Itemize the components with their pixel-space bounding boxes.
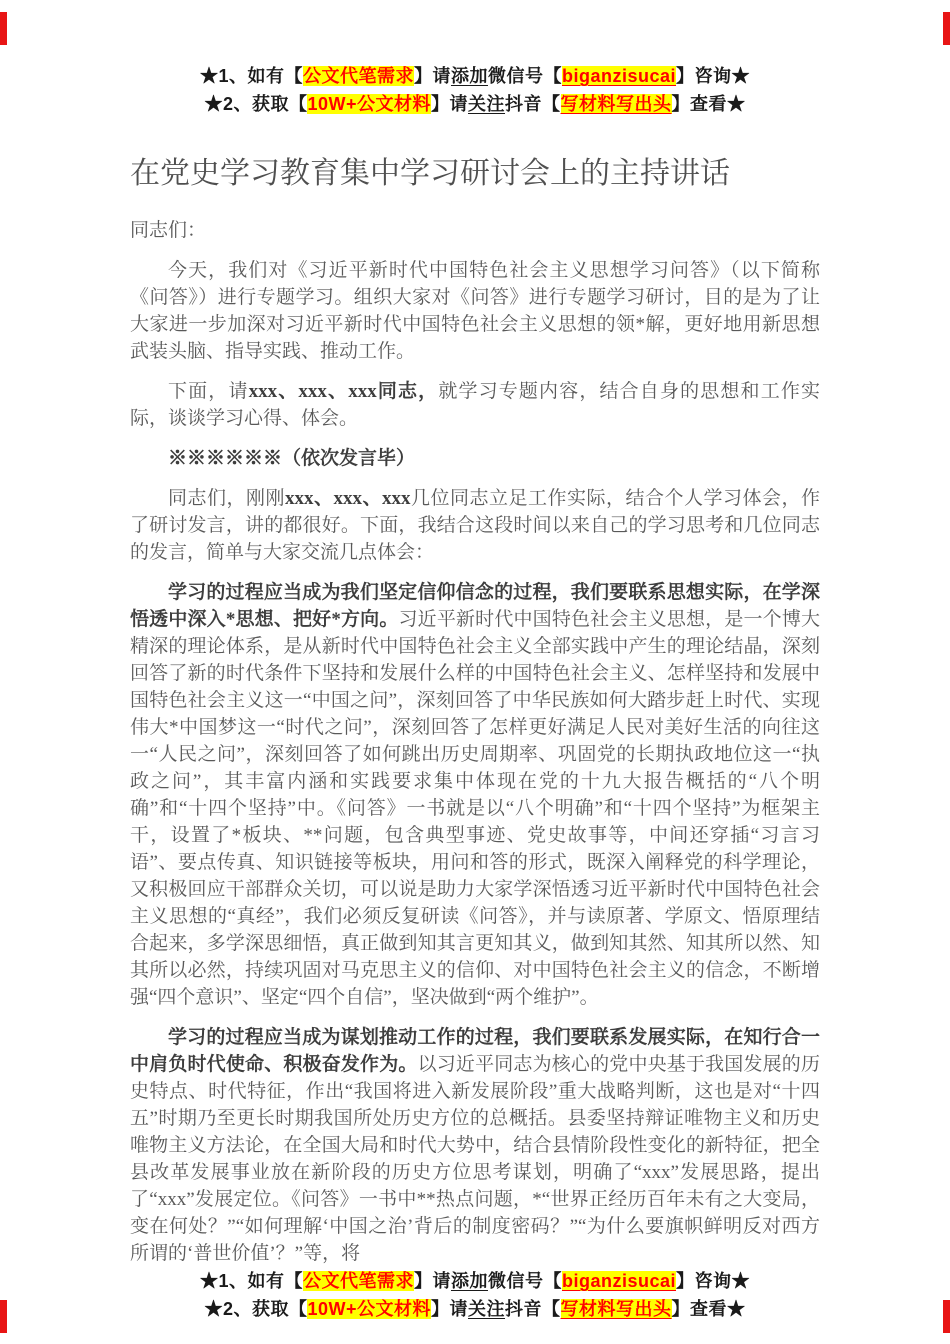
promo-emphasis: biganzisucai [561, 1271, 677, 1291]
paragraph-text: 同志们，刚刚 [168, 488, 285, 509]
promo-text: ★1、如有【 [199, 66, 303, 86]
promo-emphasis: 添加 [450, 66, 488, 86]
paragraph [130, 579, 820, 1011]
paragraph-bold-text: xxx、xxx、xxx同志， [248, 381, 439, 402]
paragraph [130, 1024, 820, 1267]
page-edge-mark-bottom-left [0, 1300, 7, 1333]
paragraph-text: 就学习专题内容，结合自身的思想和工作实际，谈谈学习心得、体会。 [130, 381, 820, 429]
promo-emphasis: 关注 [468, 94, 506, 114]
promo-text: 】咨询★ [676, 1271, 751, 1291]
promo-header [0, 62, 950, 118]
promo-text: 】请 [431, 94, 469, 114]
paragraph [130, 485, 820, 566]
paragraph-bold-text: 学习的过程应当成为谋划推动工作的过程，我们要联系发展实际，在知行合一中肩负时代使命、积极奋发作为。 [130, 1027, 820, 1075]
paragraph [130, 257, 820, 365]
promo-footer [0, 1267, 950, 1323]
promo-text: 抖音【 [505, 1299, 561, 1319]
promo-text: 】查看★ [671, 94, 746, 114]
promo-text: 】咨询★ [676, 66, 751, 86]
promo-text: 】查看★ [671, 1299, 746, 1319]
page-edge-mark-top-right [943, 12, 950, 45]
promo-emphasis: 10W+公文材料 [307, 1299, 432, 1319]
paragraph [130, 378, 820, 432]
promo-line [0, 1267, 950, 1295]
promo-emphasis: 公文代笔需求 [302, 66, 414, 86]
promo-text: 抖音【 [505, 94, 561, 114]
paragraph-text: 同志们： [130, 220, 207, 241]
promo-text: 微信号【 [487, 1271, 562, 1291]
promo-text: ★2、获取【 [204, 94, 308, 114]
promo-emphasis: 写材料写出头 [560, 94, 672, 114]
promo-text: 】请 [431, 1299, 469, 1319]
paragraph-bold-text: 学习的过程应当成为我们坚定信仰信念的过程，我们要联系思想实际，在学深悟透中深入*思想、把好*方向。 [130, 582, 820, 630]
promo-emphasis: biganzisucai [561, 66, 677, 86]
document-title: 在党史学习教育集中学习研讨会上的主持讲话 [130, 157, 730, 190]
document-body [130, 208, 820, 1267]
promo-emphasis: 10W+公文材料 [307, 94, 432, 114]
promo-text: 微信号【 [487, 66, 562, 86]
promo-line [0, 1295, 950, 1323]
promo-text: ★2、获取【 [204, 1299, 308, 1319]
paragraph-text: 几位同志立足工作实际，结合个人学习体会，作了研讨发言，讲的都很好。下面，我结合这段时间以来自己的学习思考和几位同志的发言，简单与大家交流几点体会： [130, 488, 820, 563]
paragraph-text: 习近平新时代中国特色社会主义思想，是一个博大精深的理论体系，是从新时代中国特色社会主义全部实践中产生的理论结晶，深刻回答了新的时代条件下坚持和发展什么样的中国特色社会主义、怎样坚持和发展中国特色社会主义这一“中国之问”，深刻回答了中华民族如何大踏步赶上时代、实现伟大*中国梦这一“时代之问”，深刻回答了怎样更好满足人民对美好生活的向往这一“人民之问”，深刻回答了如何跳出历史周期率、巩固党的长期执政地位这一“执政之问”，其丰富内涵和实践要求集中体现在党的十九大报告概括的“八个明确”和“十四个坚持”中。《问答》一书就是以“八个明确”和“十四个坚持”为框架主干，设置了*板块、**问题，包含典型事迹、党史故事等，中间还穿插“习言习语”、要点传真、知识链接等板块，用问和答的形式，既深入阐释党的科学理论，又积极回应干部群众关切，可以说是助力大家学深悟透习近平新时代中国特色社会主义思想的“真经”，我们必须反复研读《问答》，并与读原著、学原文、悟原理结合起来，多学深思细悟，真正做到知其言更知其义，做到知其然、知其所以然、知其所以必然，持续巩固对马克思主义的信仰、对中国特色社会主义的信念，不断增强“四个意识”、坚定“四个自信”，坚决做到“两个维护”。 [130, 609, 820, 1008]
paragraph [130, 217, 820, 244]
promo-text: 】请 [413, 66, 451, 86]
paragraph-text: 今天，我们对《习近平新时代中国特色社会主义思想学习问答》（以下简称《问答》）进行专题学习。组织大家对《问答》进行专题学习研讨，目的是为了让大家进一步加深对习近平新时代中国特色社会主义思想的领*解，更好地用新思想武装头脑、指导实践、推动工作。 [130, 260, 820, 362]
promo-text: ★1、如有【 [199, 1271, 303, 1291]
paragraph-text: 以习近平同志为核心的党中央基于我国发展的历史特点、时代特征，作出“我国将进入新发展阶段”重大战略判断，这也是对“十四五”时期乃至更长时期我国所处历史方位的总概括。县委坚持辩证唯物主义和历史唯物主义方法论，在全国大局和时代大势中，结合县情阶段性变化的新特征，把全县改革发展事业放在新阶段的历史方位思考谋划，明确了“xxx”发展思路，提出了“xxx”发展定位。《问答》一书中**热点问题，*“世界正经历百年未有之大变局，变在何处？”“如何理解‘中国之治’背后的制度密码？”“为什么要旗帜鲜明反对西方所谓的‘普世价值’？”等，将 [130, 1054, 820, 1264]
paragraph-bold-text: xxx、xxx、xxx [285, 488, 411, 509]
promo-emphasis: 公文代笔需求 [302, 1271, 414, 1291]
promo-emphasis: 写材料写出头 [560, 1299, 672, 1319]
promo-line [0, 90, 950, 118]
paragraph-text: 下面，请 [168, 381, 249, 402]
page-edge-mark-top-left [0, 12, 7, 45]
paragraph-bold-text: ※※※※※※（依次发言毕） [168, 448, 416, 469]
promo-text: 】请 [413, 1271, 451, 1291]
paragraph [130, 445, 820, 472]
promo-emphasis: 关注 [468, 1299, 506, 1319]
promo-line [0, 62, 950, 90]
page-edge-mark-bottom-right [943, 1300, 950, 1333]
promo-emphasis: 添加 [450, 1271, 488, 1291]
